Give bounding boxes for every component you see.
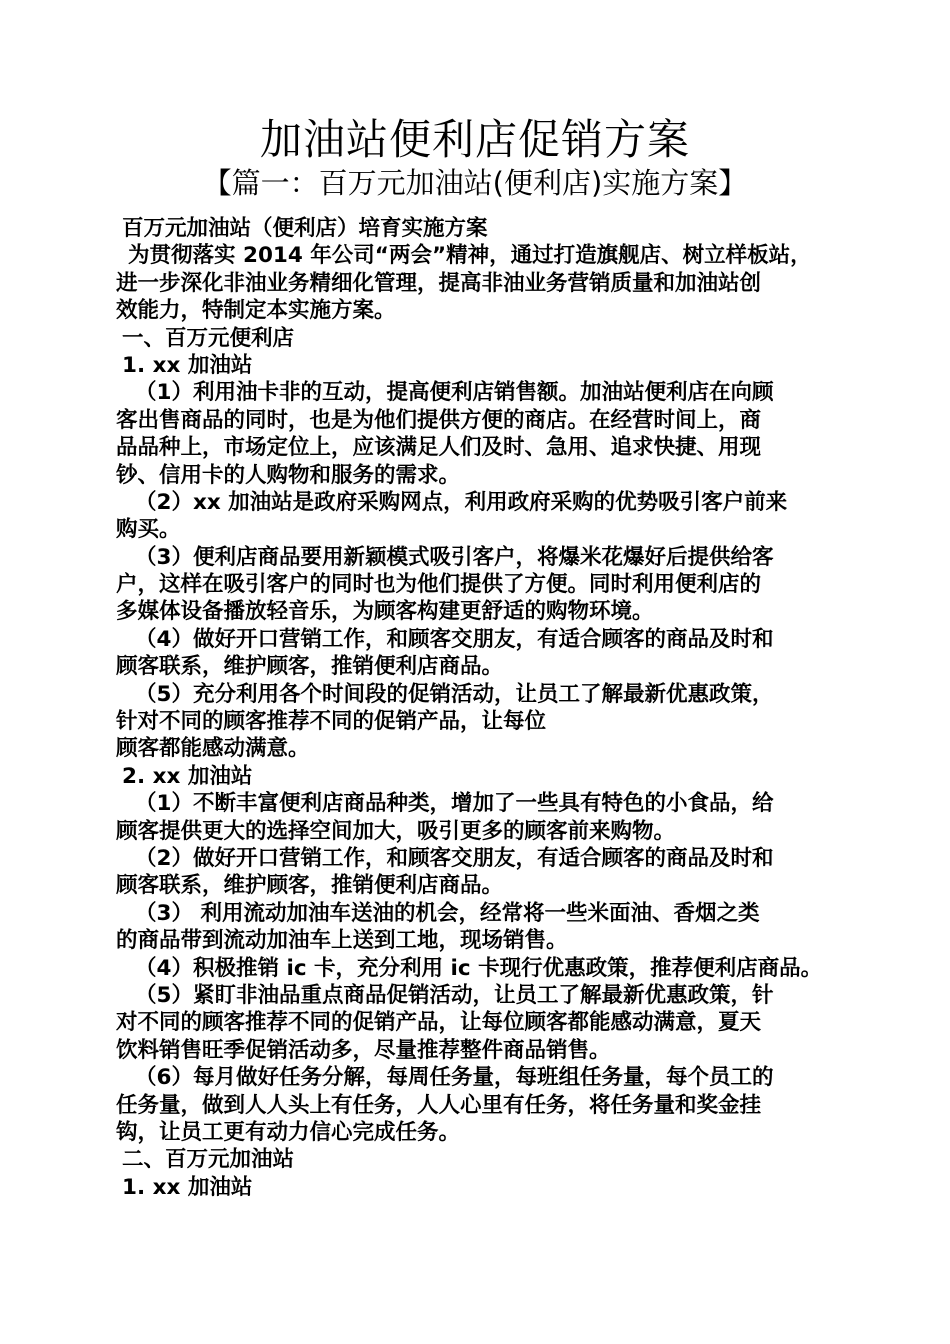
- document-title: 加油站便利店促销方案: [259, 115, 690, 164]
- document-body: [116, 215, 846, 1201]
- paragraph-line: （4）积极推销 ic 卡，充分利用 ic 卡现行优惠政策，推荐便利店商品。: [135, 955, 823, 981]
- paragraph-line: 户，这样在吸引客户的同时也为他们提供了方便。同时利用便利店的: [116, 572, 762, 598]
- paragraph-line: 品品种上，市场定位上，应该满足人们及时、急用、追求快捷、用现: [116, 435, 762, 461]
- paragraph-line: 效能力，特制定本实施方案。: [116, 298, 396, 324]
- paragraph-line: 针对不同的顾客推荐不同的促销产品，让每位: [116, 709, 547, 735]
- paragraph-line: （1）利用油卡非的互动，提高便利店销售额。加油站便利店在向顾: [135, 380, 774, 406]
- paragraph-line: 客出售商品的同时，也是为他们提供方便的商店。在经营时间上，商: [116, 407, 762, 433]
- paragraph-line: 多媒体设备播放轻音乐，为顾客构建更舒适的购物环境。: [116, 599, 654, 625]
- paragraph-line: （3） 利用流动加油车送油的机会，经常将一些米面油、香烟之类: [135, 900, 760, 926]
- subsection-heading: 1. xx 加油站: [122, 352, 253, 378]
- paragraph-line: （5）紧盯非油品重点商品促销活动，让员工了解最新优惠政策，针: [135, 982, 774, 1008]
- document-subtitle: 【篇一：百万元加油站(便利店)实施方案】: [202, 166, 748, 200]
- paragraph-line: 钩，让员工更有动力信心完成任务。: [116, 1119, 461, 1145]
- paragraph-line: （1）不断丰富便利店商品种类，增加了一些具有特色的小食品，给: [135, 791, 774, 817]
- paragraph-line: （5）充分利用各个时间段的促销活动，让员工了解最新优惠政策，: [135, 681, 774, 707]
- paragraph-line: 钞、信用卡的人购物和服务的需求。: [116, 462, 461, 488]
- paragraph-line: 对不同的顾客推荐不同的促销产品，让每位顾客都能感动满意，夏天: [116, 1010, 762, 1036]
- paragraph-line: 为贯彻落实 2014 年公司“两会”精神，通过打造旗舰店、树立样板站，: [128, 243, 812, 269]
- paragraph-line: 购买。: [116, 517, 181, 543]
- paragraph-line: 顾客联系，维护顾客，推销便利店商品。: [116, 654, 504, 680]
- paragraph-line: 饮料销售旺季促销活动多，尽量推荐整件商品销售。: [116, 1037, 611, 1063]
- paragraph-line: 顾客都能感动满意。: [116, 736, 310, 762]
- paragraph-line: 的商品带到流动加油车上送到工地，现场销售。: [116, 928, 568, 954]
- paragraph-line: （6）每月做好任务分解，每周任务量，每班组任务量，每个员工的: [135, 1065, 774, 1091]
- paragraph-line: （2）xx 加油站是政府采购网点，利用政府采购的优势吸引客户前来: [135, 489, 788, 515]
- section-heading: 一、百万元便利店: [122, 325, 295, 351]
- subsection-heading: 1. xx 加油站: [122, 1174, 253, 1200]
- paragraph-line: 任务量，做到人人头上有任务，人人心里有任务，将任务量和奖金挂: [116, 1092, 762, 1118]
- paragraph-line: （2）做好开口营销工作，和顾客交朋友，有适合顾客的商品及时和: [135, 845, 774, 871]
- section-heading: 二、百万元加油站: [122, 1147, 295, 1173]
- paragraph-line: 进一步深化非油业务精细化管理，提高非油业务营销质量和加油站创: [116, 270, 762, 296]
- section-heading: 百万元加油站（便利店）培育实施方案: [122, 216, 488, 241]
- paragraph-line: （3）便利店商品要用新颖模式吸引客户，将爆米花爆好后提供给客: [135, 544, 774, 570]
- paragraph-line: （4）做好开口营销工作，和顾客交朋友，有适合顾客的商品及时和: [135, 626, 774, 652]
- paragraph-line: 顾客提供更大的选择空间加大，吸引更多的顾客前来购物。: [116, 818, 676, 844]
- paragraph-line: 顾客联系，维护顾客，推销便利店商品。: [116, 873, 504, 899]
- subsection-heading: 2. xx 加油站: [122, 763, 253, 789]
